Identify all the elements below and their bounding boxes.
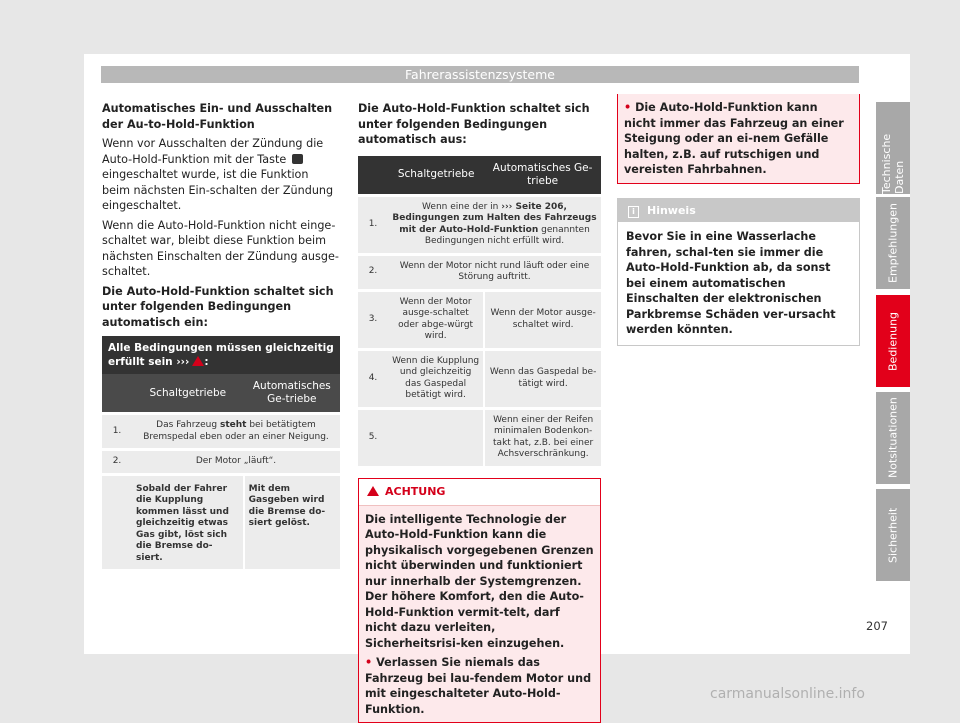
paragraph-text: Wenn vor Ausschalten der Zündung die Auto-Hold-Funktion mit der Taste [102, 137, 324, 166]
warning-title: ACHTUNG [385, 485, 446, 498]
table-row: 2. Der Motor „läuft“. [102, 450, 340, 475]
page-number: 207 [866, 619, 888, 633]
sidebar-tab-bedienung[interactable]: Bedienung [876, 295, 910, 387]
warning-box-continued: • Die Auto-Hold-Funktion kann nicht immer das Fahrzeug an einer Steigung oder an ei-nem Gefälle halten, z.B. auf rutschigen und vereisten Fahrbahnen. [617, 94, 860, 184]
table-row: 5. Wenn einer der Reifen minimalen Bodenkon-takt hat, z.B. bei einer Achsverschränkung. [358, 408, 601, 466]
sidebar-tab-technische-daten[interactable]: Technische Daten [876, 102, 910, 194]
sidebar-tab-notsituationen[interactable]: Notsituationen [876, 392, 910, 484]
column-header: Schaltgetriebe [132, 374, 244, 414]
section-heading: Die Auto-Hold-Funktion schaltet sich unter folgenden Bedingungen automatisch aus: [358, 102, 590, 146]
subheading: Die Auto-Hold-Funktion schaltet sich unter folgenden Bedingungen automatisch ein: [102, 284, 334, 329]
auto-hold-button-icon [292, 154, 303, 164]
table-row: 4. Wenn die Kupplung und gleichzeitig das Gaspedal betätigt wird. Wenn das Gaspedal be-tätigt wird. [358, 349, 601, 408]
paragraph: Wenn die Auto-Hold-Funktion nicht einge-schaltet war, bleibt diese Funktion beim nächsten Einschalten der Zündung ausge-schaltet. [102, 218, 339, 278]
page-reference-link[interactable]: ››› Seite 206, Bedingungen zum Halten des Fahrzeugs mit der Auto-Hold-Funktion [392, 201, 597, 235]
conditions-off-table [358, 156, 601, 467]
watermark: carmanualsonline.info [710, 686, 865, 702]
sidebar-tab-sicherheit[interactable]: Sicherheit [876, 489, 910, 581]
sidebar-tab-empfehlungen[interactable]: Empfehlungen [876, 197, 910, 289]
table-row: 2. Wenn der Motor nicht rund läuft oder eine Störung auftritt. [358, 254, 601, 290]
bullet-icon: • [365, 656, 373, 669]
info-icon: i [628, 206, 639, 218]
note-box: i Hinweis Bevor Sie in eine Wasserlache fahren, schal-ten sie immer die Auto-Hold-Funktion ab, da sonst bei einem automatischen Einschalten der elektronischen Parkbremse Schäden ver-ursacht werden könnten. [617, 198, 860, 346]
bullet-icon: • [624, 101, 632, 114]
column-3 [617, 94, 860, 346]
table-title: Alle Bedingungen müssen gleichzeitig erfüllt sein ››› : [102, 336, 340, 374]
note-title: Hinweis [647, 203, 696, 217]
column-header: Automatisches Ge-triebe [244, 374, 340, 414]
warning-box: ACHTUNG Die intelligente Technologie der Auto-Hold-Funktion kann die physikalisch vorgegebenen Grenzen nicht überwinden und funktioniert nur innerhalb der Systemgrenzen. Der höhere Komfort, den die Auto-Hold-Funktion vermit-telt, darf nicht dazu verleiten, Sicherheitsrisi-ken einzugehen. • Verlassen Sie niemals das Fahrzeug bei lau-fendem Motor und mit eingeschalteter Auto-Hold-Funktion. [358, 478, 601, 723]
paragraph-text: eingeschaltet wurde, ist die Funktion beim nächsten Ein-schalten der Zündung eingeschaltet. [102, 168, 334, 212]
column-header: Automatisches Ge-triebe [484, 156, 601, 196]
column-2 [358, 101, 601, 723]
conditions-on-table [102, 336, 340, 569]
section-heading: Automatisches Ein- und Ausschalten der Au-to-Hold-Funktion [102, 102, 333, 131]
warning-icon [192, 356, 204, 366]
table-row: 1. Das Fahrzeug steht bei betätigtem Bremspedal eben oder an einer Neigung. [102, 414, 340, 450]
warning-icon [367, 486, 379, 496]
column-header: Schaltgetriebe [388, 156, 484, 196]
column-1 [102, 101, 340, 569]
paragraph [102, 136, 340, 214]
table-row: 3. Wenn der Motor ausge-schaltet oder abge-würgt wird. Wenn der Motor ausge-schaltet wird. [358, 290, 601, 349]
table-row: Sobald der Fahrer die Kupplung kommen lässt und gleichzeitig etwas Gas gibt, löst sich die Bremse do-siert. Mit dem Gasgeben wird die Bremse do-siert gelöst. [102, 474, 340, 569]
table-row: 1. Wenn eine der in ››› Seite 206, Bedingungen zum Halten des Fahrzeugs mit der Auto-Hold-Funktion genannten Bedingungen nicht erfüllt wird. [358, 195, 601, 254]
page-title: Fahrerassistenzsysteme [101, 66, 859, 83]
